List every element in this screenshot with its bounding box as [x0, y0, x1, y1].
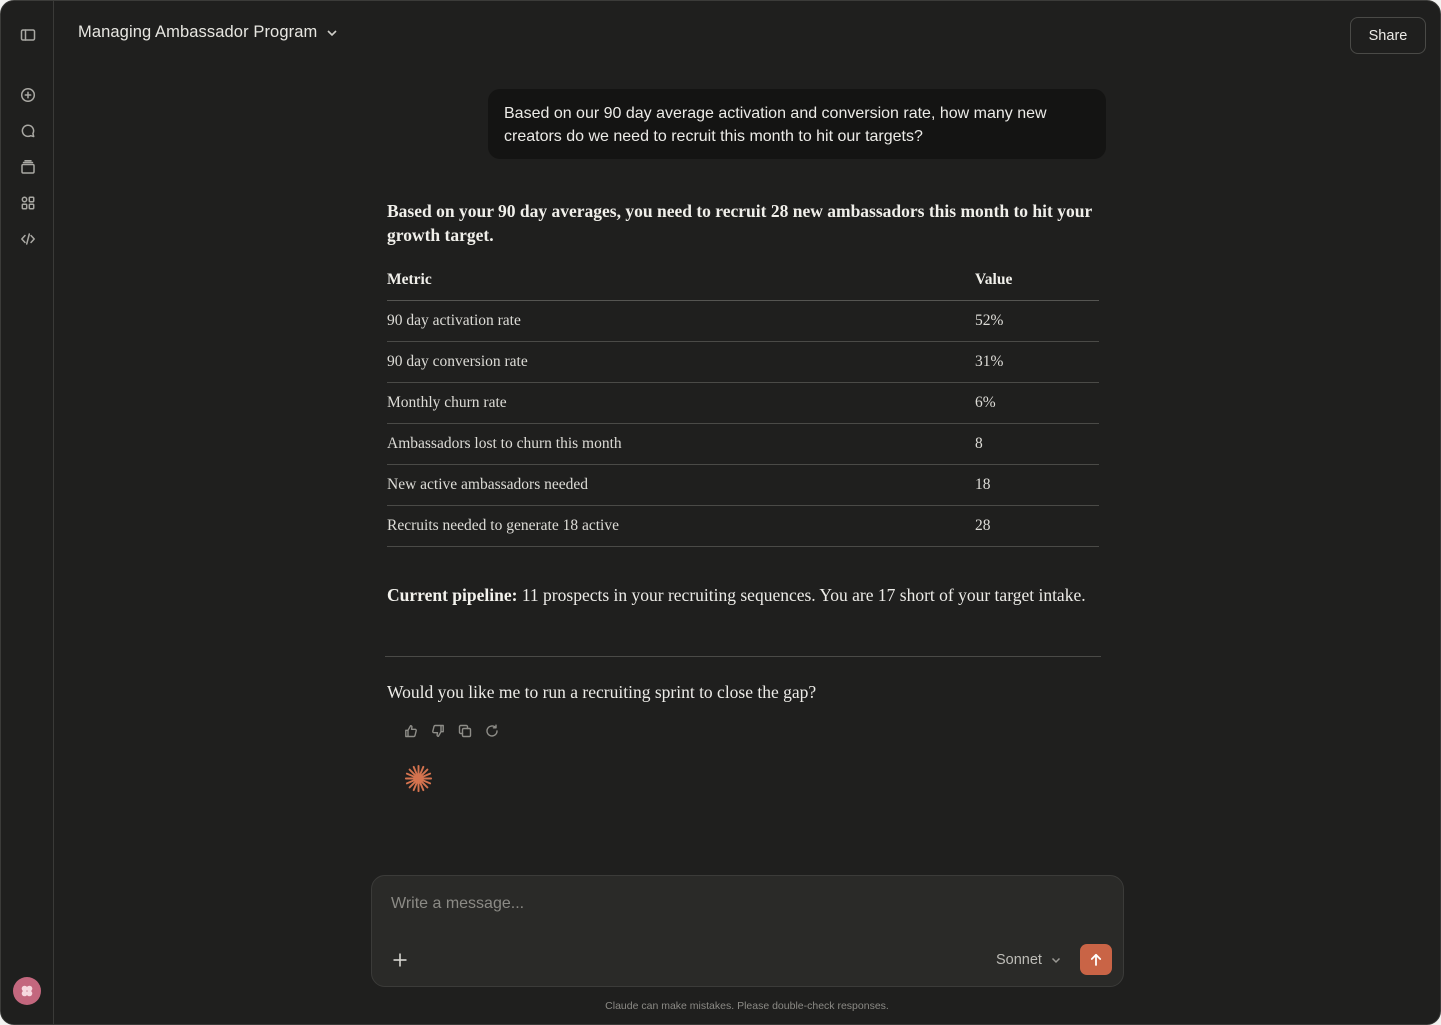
- table-cell-value: 18: [975, 464, 1099, 505]
- table-header-value: Value: [975, 261, 1099, 300]
- chevron-down-icon: [1050, 954, 1062, 966]
- thumbs-down-icon: [431, 724, 445, 738]
- retry-icon: [485, 724, 499, 738]
- assistant-response: [387, 199, 1099, 534]
- conversation-title-dropdown[interactable]: [78, 23, 339, 42]
- new-chat-button[interactable]: [14, 81, 42, 109]
- pipeline-label: Current pipeline:: [387, 585, 518, 605]
- message-composer: [371, 875, 1124, 987]
- table-row: [387, 423, 1099, 464]
- projects-icon: [20, 159, 36, 175]
- chats-button[interactable]: [14, 117, 42, 145]
- table-cell-metric: 90 day conversion rate: [387, 341, 975, 382]
- chats-icon: [20, 123, 36, 139]
- pipeline-text: 11 prospects in your recruiting sequences. You are 17 short of your target intake.: [517, 585, 1086, 605]
- table-cell-metric: New active ambassadors needed: [387, 464, 975, 505]
- table-row: [387, 382, 1099, 423]
- table-cell-value: 6%: [975, 382, 1099, 423]
- retry-button[interactable]: [485, 724, 500, 739]
- table-row: [387, 341, 1099, 382]
- sidebar-toggle-button[interactable]: [14, 21, 42, 49]
- code-icon: [20, 231, 36, 247]
- sidebar-toggle-icon: [20, 27, 36, 43]
- table-cell-metric: Recruits needed to generate 18 active: [387, 505, 975, 546]
- metrics-table: [387, 261, 1099, 547]
- follow-up-question: Would you like me to run a recruiting sprint to close the gap?: [387, 682, 817, 702]
- thumbs-up-button[interactable]: [404, 724, 419, 739]
- sidebar: [1, 1, 54, 1024]
- claude-spark-icon: [403, 763, 434, 794]
- table-cell-value: 8: [975, 423, 1099, 464]
- code-button[interactable]: [14, 225, 42, 253]
- table-header-row: [387, 261, 1099, 300]
- thumbs-up-icon: [404, 724, 418, 738]
- model-selector[interactable]: [996, 949, 1062, 971]
- artifacts-button[interactable]: [14, 189, 42, 217]
- projects-button[interactable]: [14, 153, 42, 181]
- model-name: Sonnet: [996, 952, 1042, 968]
- divider: [385, 656, 1101, 657]
- pipeline-summary: [387, 583, 1099, 607]
- conversation-title: Managing Ambassador Program: [78, 23, 318, 41]
- table-cell-metric: Ambassadors lost to churn this month: [387, 423, 975, 464]
- table-cell-value: 28: [975, 505, 1099, 546]
- copy-button[interactable]: [458, 724, 473, 739]
- table-cell-metric: 90 day activation rate: [387, 300, 975, 341]
- artifacts-icon: [20, 195, 36, 211]
- response-lead: Based on your 90 day averages, you need to recruit 28 new ambassadors this month to hit your growth target.: [387, 201, 1092, 245]
- chevron-down-icon: [325, 26, 339, 40]
- thumbs-down-button[interactable]: [431, 724, 446, 739]
- table-header-metric: Metric: [387, 261, 975, 300]
- table-cell-value: 52%: [975, 300, 1099, 341]
- table-cell-value: 31%: [975, 341, 1099, 382]
- arrow-up-icon: [1089, 953, 1103, 967]
- table-row: [387, 300, 1099, 341]
- add-attachment-button[interactable]: [389, 949, 411, 971]
- table-row: [387, 464, 1099, 505]
- new-chat-icon: [20, 87, 36, 103]
- share-button[interactable]: Share: [1350, 17, 1426, 54]
- disclaimer: Claude can make mistakes. Please double-check responses.: [605, 1000, 889, 1012]
- plus-icon: [392, 952, 408, 968]
- table-cell-metric: Monthly churn rate: [387, 382, 975, 423]
- table-row: [387, 505, 1099, 546]
- user-avatar-icon: [19, 983, 35, 999]
- send-button[interactable]: [1080, 944, 1112, 975]
- message-actions: [404, 724, 500, 739]
- copy-icon: [458, 724, 472, 738]
- message-input[interactable]: [391, 892, 1091, 916]
- user-message: Based on our 90 day average activation and conversion rate, how many new creators do we need to recruit this month to hit our targets?: [488, 89, 1106, 159]
